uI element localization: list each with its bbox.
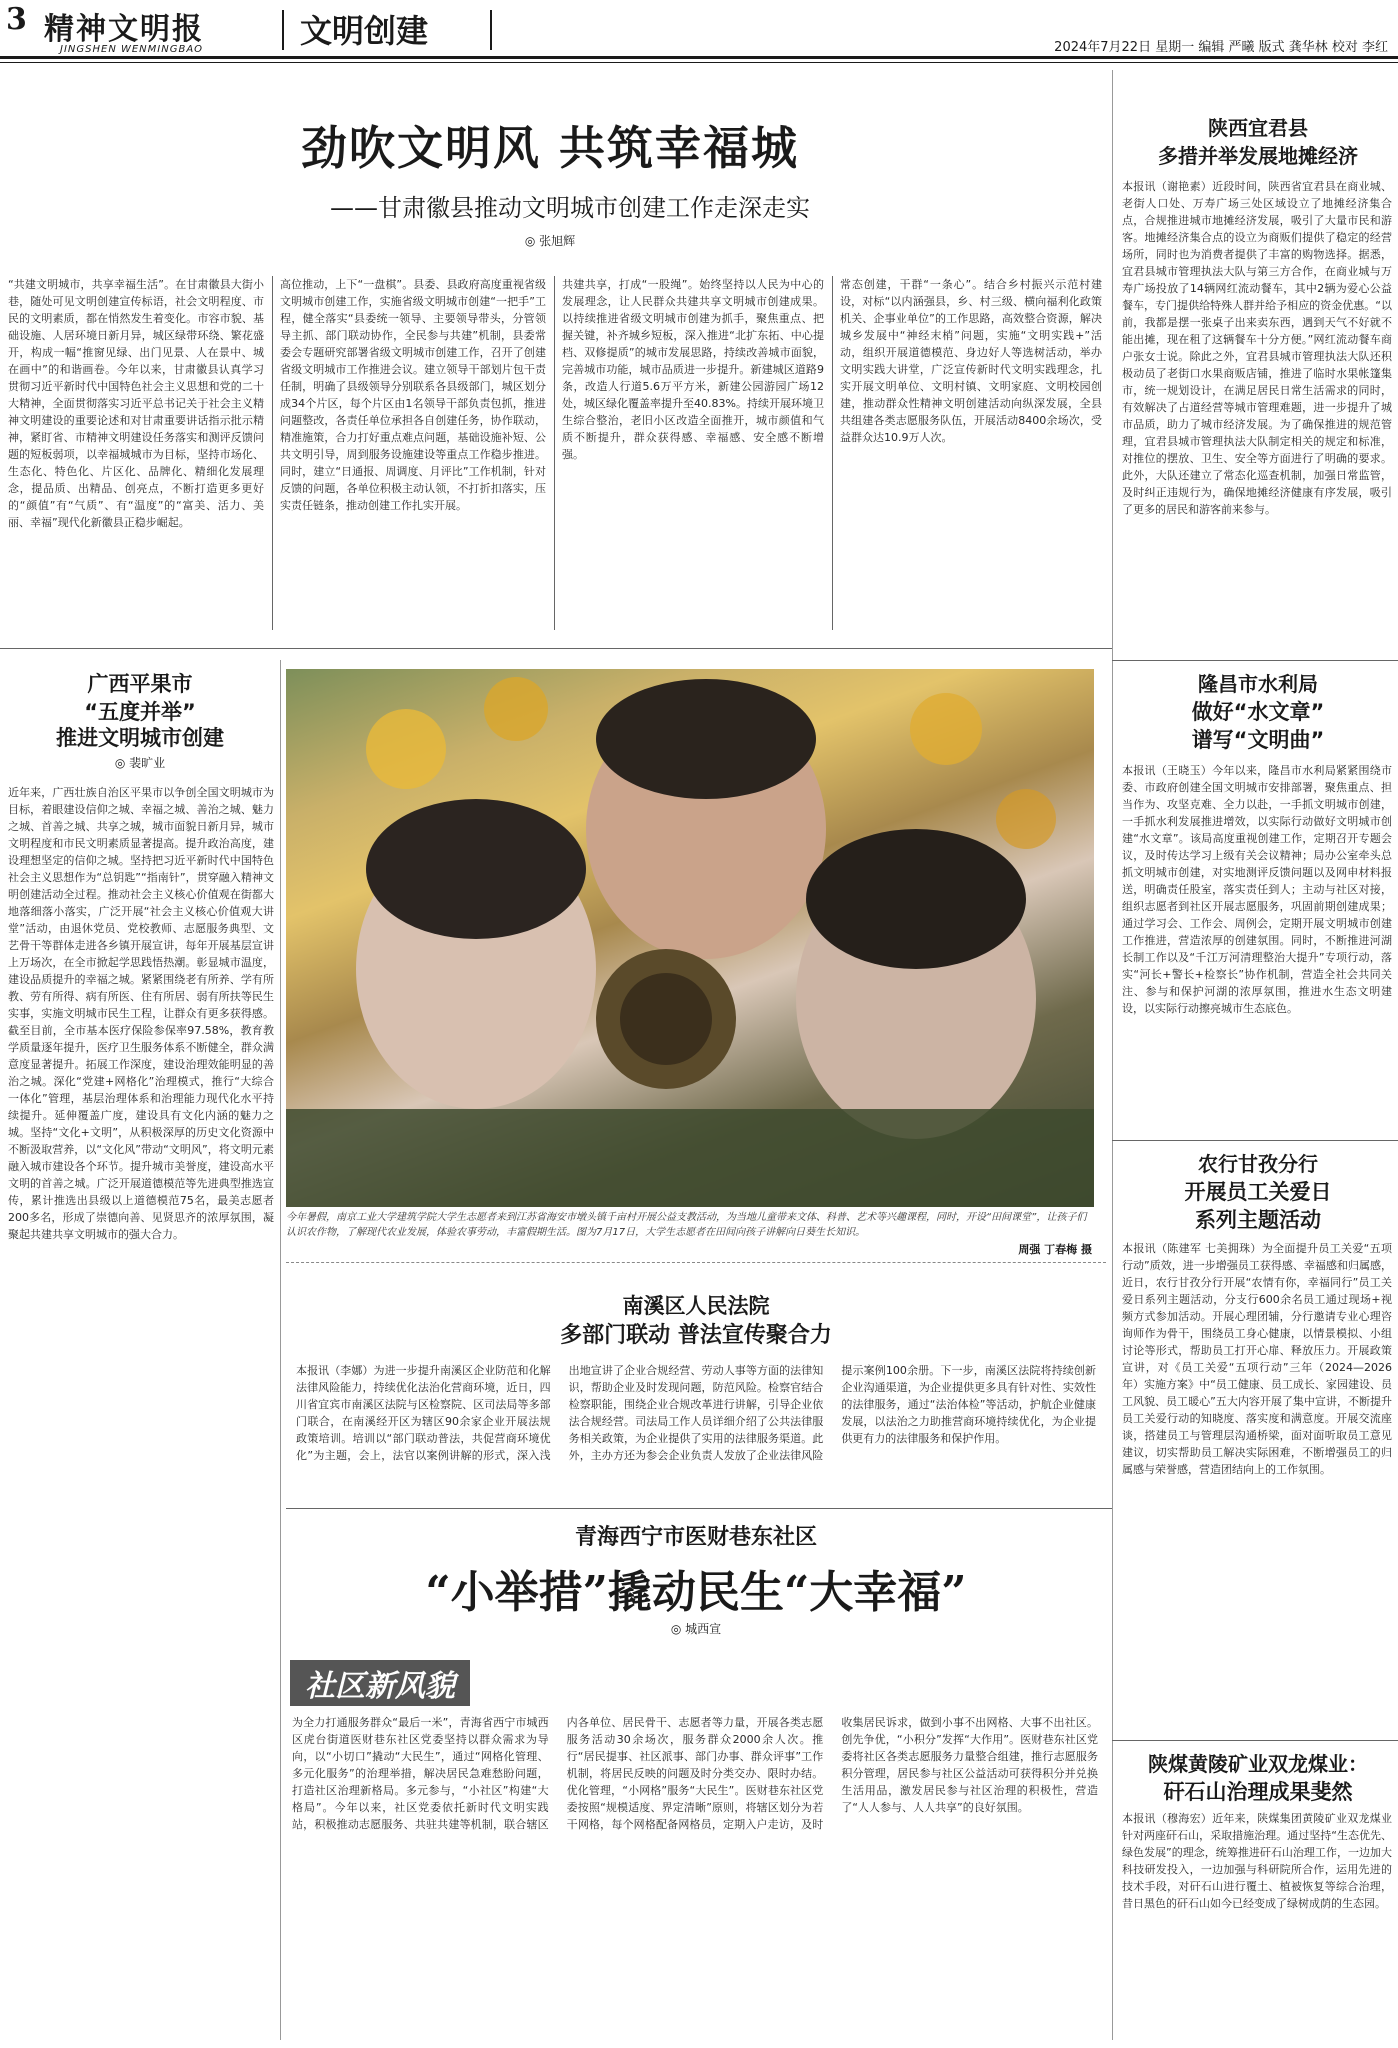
right-column-rule <box>1112 70 1113 2040</box>
pingguo-title-line2: 推进文明城市创建 <box>56 726 224 750</box>
news-photo <box>286 669 1094 1207</box>
section-rule <box>1112 1740 1398 1741</box>
newspaper-pinyin: JINGSHEN WENMINGBAO <box>60 44 204 55</box>
section-rule <box>0 648 1112 649</box>
yijun-kicker: 陕西宜君县 <box>1208 116 1308 140</box>
lead-column-1: “共建文明城市，共享幸福生活”。在甘肃徽县大街小巷，随处可见文明创建宣传标语，社会文明程度、市民的文明素质，都在悄然发生着变化。市容市貌、基础设施、人居环境日新月异，城区绿带环绕、繁花盛开，构成一幅“推窗见绿、出门见景、人在景中、城在画中”的和谐画卷。今年以来，甘肃徽县认真学习贯彻习近平新时代中国特色社会主义思想和党的二十大精神，全面贯彻落实习近平总书记关于社会主义精神文明建设的重要论述和对甘肃重要讲话指示批示精神，紧盯省、市精神文明建设任务落实和测评反馈问题的短板弱项，以幸福城城市为目标，坚持市场化、生态化、特色化、片区化、品牌化、精细化发展理念，提品质、出精品、创亮点，不断打造更多更好的“颜值”有“气质”、有“温度”的“富美、活力、美丽、幸福”现代化新徽县正稳步崛起。 <box>8 278 264 529</box>
xining-kicker: 青海西宁市医财巷东社区 <box>574 1525 817 1550</box>
page-number: 3 <box>6 2 27 37</box>
lead-column-2: 高位推动，上下“一盘棋”。县委、县政府高度重视省级文明城市创建工作，实施省级文明城市创建“一把手”工程，健全落实“县委统一领导、主要领导带头，分管领导主抓、部门联动协作，全民参与共建”机制，县委常委会专题研究部署省级文明城市创建工作，召开了创建省级文明城市工作推进会议。建立领导干部划片包干责任制，明确了县级领导分别联系各县级部门，城区划分成34个片区，每个片区由1名领导干部负责包抓，推进问题整改，各责任单位承担各自创建任务，协作联动，精准施策，合力打好重点难点问题，基础设施补短、公共文明引导，周到服务设施建设等重点工作稳步推进。同时，建立“日通报、周调度、月评比”工作机制，针对反馈的问题，各单位积极主动认领，不打折扣落实，压实责任链条，推动创建工作扎实开展。 <box>280 278 546 512</box>
column-rule <box>272 276 273 630</box>
section-rule <box>1112 660 1398 661</box>
photo-caption: 今年暑假，南京工业大学建筑学院大学生志愿者来到江苏省海安市墩头镇千亩村开展公益支教活动，为当地儿童带来文体、科普、艺术等兴趣课程，同时，开设“田间课堂”，让孩子们认识农作物，了解现代农业发展，体验农事劳动，丰富假期生活。图为7月17日，大学生志愿者在田间向孩子讲解向日葵生长知识。 <box>286 1212 1087 1238</box>
photo-credit: 周强 丁春梅 摄 <box>1018 1243 1092 1256</box>
pingguo-title-line1: “五度并举” <box>84 700 196 724</box>
pingguo-byline: ◎ 裴旷业 <box>114 756 166 770</box>
section-rule <box>286 1508 1112 1509</box>
lead-column-3: 共建共享，打成“一股绳”。始终坚持以人民为中心的发展理念，让人民群众共建共享文明城市创建成果。以持续推进省级文明城市创建为抓手，聚焦重点、把握关键，补齐城乡短板，深入推进“北扩东拓、中心提档、双修提质”的城市发展思路，持续改善城市面貌，完善城市功能，城市品质进一步提升。新建城区道路9条，改造人行道5.6万平方米，新建公园游园广场12处，城区绿化覆盖率提升至40.83%。持续开展环境卫生综合整治，老旧小区改造全面推开，城市颜值和气质不断提升，群众获得感、幸福感、安全感不断增强。 <box>562 278 824 461</box>
header-divider <box>282 10 284 50</box>
section-rule <box>1112 1140 1398 1141</box>
column-rule <box>832 276 833 630</box>
section-rule <box>286 1262 1106 1263</box>
shanmei-kicker: 陕煤黄陵矿业双龙煤业： <box>1148 1752 1368 1776</box>
pingguo-body: 近年来，广西壮族自治区平果市以争创全国文明城市为目标，着眼建设信仰之城、幸福之城、善治之城、魅力之城、首善之城、共享之城，城市面貌日新月异，城市文明程度和市民文明素质显著提高。提升政治高度，建设理想坚定的信仰之城。坚持把习近平新时代中国特色社会主义思想作为“总钥匙”“指南针”，贯穿融入精神文明创建活动全过程。推动社会主义核心价值观在街都大地落细落小落实，广泛开展“社会主义核心价值观大讲堂”活动，由退休党员、党校教师、志愿服务典型、文艺骨干等群体走进各乡镇开展宣讲，每年开展基层宣讲上万场次，在全市掀起学思践悟热潮。彰显城市温度，建设品质提升的幸福之城。紧紧围绕老有所养、学有所教、劳有所得、病有所医、住有所居、弱有所扶等民生实事，实施文明城市民生工程，让群众有更多获得感。截至目前，全市基本医疗保险参保率97.58%，教育教学质量逐年提升，医疗卫生服务体系不断健全，群众满意度显著提升。拓展工作深度，建设治理效能明显的善治之城。深化“党建+网格化”治理模式，推行“大综合一体化”管理，基层治理体系和治理能力现代化水平持续提升。延伸覆盖广度，建设具有文化内涵的魅力之城。坚持“文化+文明”，从积极深厚的历史文化资源中不断汲取营养，以“文化风”带动“文明风”，将文明元素融入城市建设各个环节。提升城市美誉度，建设高水平文明的首善之城。广泛开展道德模范等先进典型推选宣传，累计推选出县级以上道德模范75名，最美志愿者200多名，形成了崇德向善、见贤思齐的浓厚氛围，凝聚起共建共享文明城市的强大合力。 <box>8 786 274 1241</box>
xining-byline: ◎ 城西宣 <box>670 1622 722 1636</box>
left-column-rule <box>280 660 281 2040</box>
header-divider-2 <box>490 10 492 50</box>
pingguo-kicker: 广西平果市 <box>87 672 193 696</box>
ganzi-body: 本报讯（陈建军 七美拥珠）为全面提升员工关爱“五项行动”质效，进一步增强员工获得感、幸福感和归属感，近日，农行甘孜分行开展“农情有你，幸福同行”员工关爱日系列主题活动，分支行600余名员工通过现场+视频方式参加活动。开展心理团辅，分行邀请专业心理咨询师作为骨干，围绕员工身心健康，以情景模拟、小组讨论等形式，帮助员工打开心扉、释放压力。开展政策宣讲，对《员工关爱“五项行动”三年（2024—2026年）实施方案》中“员工健康、员工成长、家园建设、员工风貌、员工暖心”五大内容开展了集中宣讲，不断提升员工关爱行动的知晓度、落实度和满意度。开展交流座谈，搭建员工与管理层沟通桥梁，面对面听取员工意见建议，切实帮助员工解决实际困难，不断增强员工的归属感与荣誉感，营造团结向上的工作氛围。 <box>1122 1242 1392 1476</box>
xining-body: 为全力打通服务群众“最后一米”，青海省西宁市城西区虎台街道医财巷东社区党委坚持以群众需求为导向，以“小切口”撬动“大民生”，通过“网格化管理、多元化服务”的治理举措，解决居民急难愁盼问题，打造社区治理新格局。多元参与，“小社区”构建“大格局”。今年以来，社区党委依托新时代文明实践站，积极推动志愿服务、共驻共建等机制，联合辖区内各单位、居民骨干、志愿者等力量，开展各类志愿服务活动30余场次，服务群众2000余人次。推行“居民提事、社区派事、部门办事、群众评事”工作机制，将居民反映的问题及时分类交办、限时办结。优化管理，“小网格”服务“大民生”。医财巷东社区党委按照“规模适度、界定清晰”原则，将辖区划分为若干网格，每个网格配备网格员，定期入户走访，及时收集居民诉求，做到小事不出网格、大事不出社区。创先争优，“小积分”发挥“大作用”。医财巷东社区党委将社区各类志愿服务力量整合组建，推行志愿服务积分管理，居民参与社区公益活动可获得积分并兑换生活用品，激发居民参与社区治理的积极性，营造了“人人参与、人人共享”的良好氛围。 <box>292 1716 1098 1831</box>
nanxi-body: 本报讯（李娜）为进一步提升南溪区企业防范和化解法律风险能力，持续优化法治化营商环境，近日，四川省宜宾市南溪区法院与区检察院、区司法局等多部门联合，在南溪经开区为辖区90余家企业开展法规政策培训。培训以“部门联动普法，共促营商环境优化”为主题，会上，法官以案例讲解的形式，深入浅出地宣讲了企业合规经营、劳动人事等方面的法律知识，帮助企业及时发现问题，防范风险。检察官结合检察职能，围绕企业合规改革进行讲解，引导企业依法合规经营。司法局工作人员详细介绍了公共法律服务相关政策，为企业提供了实用的法律服务渠道。此外，主办方还为参会企业负责人发放了企业法律风险提示案例100余册。下一步，南溪区法院将持续创新企业沟通渠道，为企业提供更多具有针对性、实效性的法律服务，通过“法治体检”等活动，护航企业健康发展，以法治之力助推营商环境持续优化，为企业提供更有力的法律服务和保护作用。 <box>296 1364 1096 1462</box>
xining-title: “小举措”撬动民生“大幸福” <box>425 1567 967 1618</box>
shanmei-title: 矸石山治理成果斐然 <box>1163 1780 1353 1804</box>
yijun-body: 本报讯（谢艳素）近段时间，陕西省宜君县在商业城、老街人口处、万寿广场三处区域设立了地摊经济集合点，合规推进城市地摊经济发展，吸引了大量市民和游客。地摊经济集合点的设立为商贩们提供了稳定的经营场所，同时也为消费者提供了丰富的购物选择。据悉，宜君县城市管理执法大队与第三方合作，在商业城与万寿广场投放了14辆网红流动餐车，其中2辆为爱心公益餐车，专门提供给特殊人群并给予相应的资金优惠。“以前，我都是摆一张桌子出来卖东西，遇到天气不好就不能出摊，现在租了这辆餐车十分方便。”网红流动餐车商户张女士说。除此之外，宜君县城市管理执法大队还积极动员了老街口水果商贩店铺，推进了临时水果帐篷集市，统一规划设计，在满足居民日常生活需求的同时，有效解决了占道经营等城市管理难题，进一步提升了城市品质，助力了城市经济发展。为了确保推进的规范管理，宜君县城市管理执法大队制定相关的规定和标准，对推位的摆放、卫生、安全等方面进行了明确的要求。此外，大队还建立了常态化巡查机制，加强日常监管，及时纠正违规行为，确保地摊经济健康有序发展，吸引了更多的居民和游客前来参与。 <box>1122 180 1392 516</box>
longchang-title-line1: 做好“水文章” <box>1191 700 1325 724</box>
ganzi-kicker: 农行甘孜分行 <box>1198 1152 1318 1176</box>
longchang-body: 本报讯（王晓玉）今年以来，隆昌市水利局紧紧围绕市委、市政府创建全国文明城市安排部署，聚焦重点、担当作为、攻坚克难、全力以赴，一手抓文明城市创建，一手抓水利发展推进增效，以实际行动做好文明城市创建“水文章”。该局高度重视创建工作，定期召开专题会议，及时传达学习上级有关会议精神；局办公室牵头总抓文明城市创建，对实地测评反馈问题以及网申材料报送，明确责任股室，落实责任到人；主动与社区对接，组织志愿者到社区开展志愿服务，巩固前期创建成果；通过学习会、工作会、周例会，定期开展文明城市创建工作推进，营造浓厚的创建氛围。同时，不断推进河湖长制工作以及“千江万河清理整治大提升”专项行动，落实“河长+警长+检察长”协作机制，营造全社会共同关注、参与和保护河湖的浓厚氛围，推进水生态文明建设，以实际行动擦亮城市生态底色。 <box>1122 764 1392 1015</box>
issue-meta: 2024年7月22日 星期一 编辑 严曦 版式 龚华林 校对 李红 <box>1054 40 1388 55</box>
lead-subtitle: ——甘肃徽县推动文明城市创建工作走深走实 <box>330 194 810 222</box>
shanmei-body: 本报讯（穆海宏）近年来，陕煤集团黄陵矿业双龙煤业针对两座矸石山，采取措施治理。通过坚持“生态优先、绿色发展”的理念，统筹推进矸石山治理工作，一边加大科技研发投入，一边加强与科研院所合作，运用先进的技术手段，对矸石山进行覆土、植被恢复等综合治理，昔日黑色的矸石山如今已经变成了绿树成荫的生态园。 <box>1122 1812 1392 1910</box>
lead-byline: ◎ 张旭辉 <box>524 234 576 248</box>
lead-title: 劲吹文明风 共筑幸福城 <box>300 121 799 175</box>
column-rule <box>554 276 555 630</box>
newspaper-brand: 精神文明报 <box>44 12 204 47</box>
longchang-kicker: 隆昌市水利局 <box>1198 672 1318 696</box>
yijun-title: 多措并举发展地摊经济 <box>1158 144 1358 168</box>
header-rule <box>0 56 1398 59</box>
ganzi-title-line2: 系列主题活动 <box>1195 1208 1321 1232</box>
nanxi-title: 多部门联动 普法宣传聚合力 <box>560 1323 832 1348</box>
lead-column-4: 常态创建，干群“一条心”。结合乡村振兴示范村建设，对标“以内涵强县，乡、村三级、横向福利化政策机关、企事业单位”的工作思路，高效整合资源，解决城乡发展中“神经末梢”问题，实施“文明实践+”活动，组织开展道德模范、身边好人等选树活动，举办文明实践大讲堂，广泛宣传新时代文明实践理念，扎实开展文明单位、文明村镇、文明家庭、文明校园创建，推动群众性精神文明创建活动向纵深发展，全县共组建各类志愿服务队伍，开展活动8400余场次，受益群众达10.9万人次。 <box>840 278 1102 444</box>
longchang-title-line2: 谱写“文明曲” <box>1191 728 1325 752</box>
section-title: 文明创建 <box>300 12 429 50</box>
ganzi-title-line1: 开展员工关爱日 <box>1184 1180 1332 1204</box>
header-rule-thin <box>0 62 1398 63</box>
column-badge: 社区新风貌 <box>290 1660 470 1706</box>
nanxi-kicker: 南溪区人民法院 <box>622 1294 770 1318</box>
sunflower-field-illustration <box>286 669 1094 1207</box>
